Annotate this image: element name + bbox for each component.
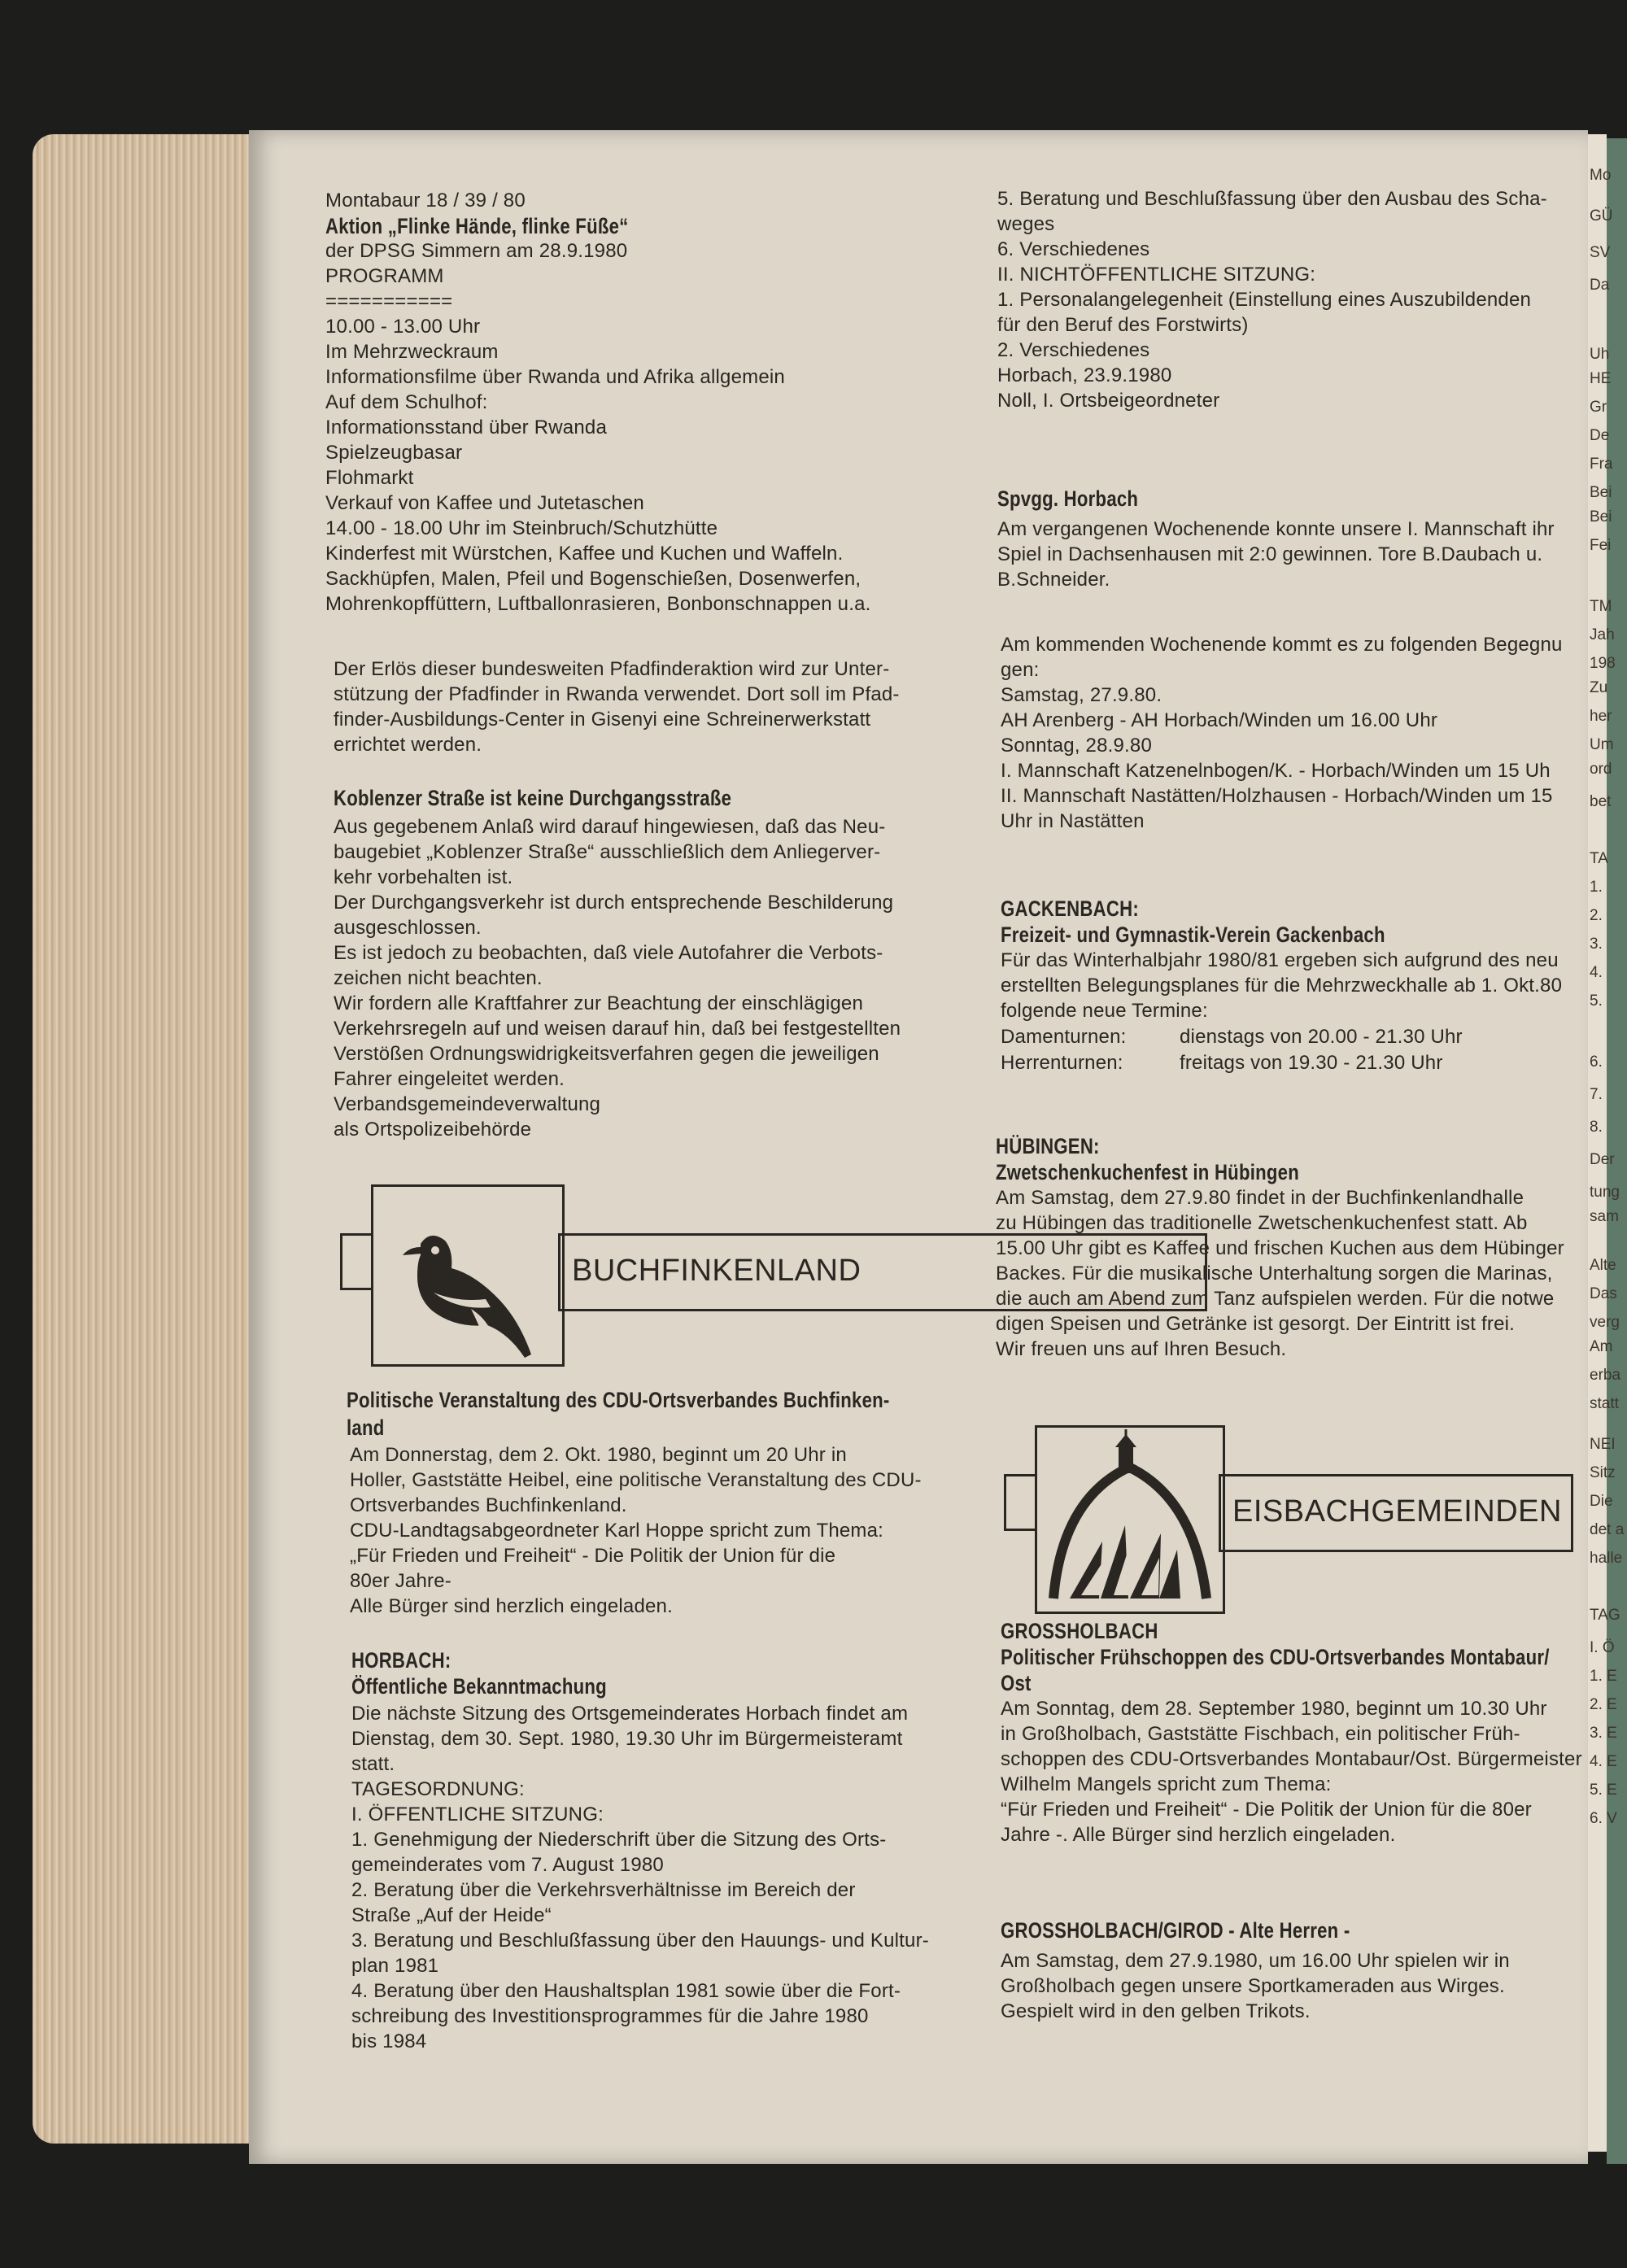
spvgg-line: Spiel in Dachsenhausen mit 2:0 gewinnen. Tore B.Daubach u. bbox=[997, 543, 1543, 565]
koblenzer-line: Verkehrsregeln auf und weisen darauf hin, daß bei festgestellten bbox=[334, 1018, 901, 1040]
program-line: Kinderfest mit Würstchen, Kaffee und Kuchen und Waffeln. bbox=[325, 543, 844, 565]
grossholbach-title: GROSSHOLBACH bbox=[1001, 1619, 1158, 1643]
next-page-fragment: Sitz bbox=[1590, 1464, 1616, 1481]
banner-title-box bbox=[558, 1233, 1207, 1311]
next-page-fragment: Alte bbox=[1590, 1257, 1616, 1274]
grossholbach-title: Ost bbox=[1001, 1671, 1032, 1695]
huebingen-line: Wir freuen uns auf Ihren Besuch. bbox=[996, 1338, 1287, 1360]
next-page-fragment: Am bbox=[1590, 1338, 1613, 1355]
program-line: Flohmarkt bbox=[325, 467, 414, 489]
huebingen-title: Zwetschenkuchenfest in Hübingen bbox=[996, 1160, 1299, 1184]
next-page-fragment: erba bbox=[1590, 1367, 1621, 1384]
program-line: Informationsstand über Rwanda bbox=[325, 417, 607, 438]
termin-who: Herrenturnen: bbox=[1001, 1052, 1123, 1074]
cdu-line: Ortsverbandes Buchfinkenland. bbox=[350, 1494, 627, 1516]
next-page-fragment: Mo bbox=[1590, 167, 1612, 184]
next-page-fragment: statt bbox=[1590, 1395, 1619, 1412]
grossholbach-line: schoppen des CDU-Ortsverbandes Montabaur/Ost. Bürgermeister bbox=[1001, 1748, 1582, 1770]
next-page-fragment: verg bbox=[1590, 1314, 1620, 1331]
bird-icon bbox=[373, 1187, 562, 1364]
next-page-fragment: 7. bbox=[1590, 1086, 1603, 1103]
next-page-fragment: I. Ö bbox=[1590, 1639, 1615, 1656]
horbach-line: TAGESORDNUNG: bbox=[351, 1778, 525, 1800]
next-page-fragment: her bbox=[1590, 708, 1612, 725]
book-page-edges bbox=[33, 134, 273, 2144]
huebingen-line: Am Samstag, dem 27.9.80 findet in der Buchfinkenlandhalle bbox=[996, 1187, 1524, 1209]
gackenbach-line: Für das Winterhalbjahr 1980/81 ergeben sich aufgrund des neu bbox=[1001, 949, 1559, 971]
grossholbach-line: “Für Frieden und Freiheit“ - Die Politik der Union für die 80er bbox=[1001, 1799, 1532, 1821]
cdu-line: Alle Bürger sind herzlich eingeladen. bbox=[350, 1595, 673, 1617]
koblenzer-line: Fahrer eingeleitet werden. bbox=[334, 1068, 565, 1090]
grossholbach-line: in Großholbach, Gaststätte Fischbach, ein politischer Früh- bbox=[1001, 1723, 1520, 1745]
cdu-line: Holler, Gaststätte Heibel, eine politische Veranstaltung des CDU- bbox=[350, 1469, 922, 1491]
koblenzer-line: zeichen nicht beachten. bbox=[334, 967, 543, 989]
next-page-fragment: De bbox=[1590, 427, 1610, 444]
cdu-line: Am Donnerstag, dem 2. Okt. 1980, beginnt um 20 Uhr in bbox=[350, 1444, 847, 1466]
girod-line: Gespielt wird in den gelben Trikots. bbox=[1001, 2000, 1311, 2022]
spvgg-title: Spvgg. Horbach bbox=[997, 486, 1139, 511]
program-line: Auf dem Schulhof: bbox=[325, 391, 488, 413]
girod-line: Großholbach gegen unsere Sportkameraden aus Wirges. bbox=[1001, 1975, 1505, 1997]
next-page-fragment: Zu bbox=[1590, 679, 1608, 696]
next-page-fragment: TA bbox=[1590, 850, 1608, 867]
next-page-fragment: TAG bbox=[1590, 1607, 1620, 1624]
horbach-line: Dienstag, dem 30. Sept. 1980, 19.30 Uhr im Bürgermeisteramt bbox=[351, 1728, 903, 1750]
koblenzer-line: baugebiet „Koblenzer Straße“ ausschließlich dem Anliegerver- bbox=[334, 841, 881, 863]
koblenzer-line: kehr vorbehalten ist. bbox=[334, 866, 513, 888]
gackenbach-title: GACKENBACH: bbox=[1001, 896, 1139, 921]
grossholbach-line: Wilhelm Mangels spricht zum Thema: bbox=[1001, 1773, 1332, 1795]
kommend-line: Samstag, 27.9.80. bbox=[1001, 684, 1162, 706]
agenda-line: 1. Personalangelegenheit (Einstellung eines Auszubildenden bbox=[997, 289, 1532, 311]
kommend-line: II. Mannschaft Nastätten/Holzhausen - Horbach/Winden um 15 bbox=[1001, 785, 1553, 807]
erloes-line: errichtet werden. bbox=[334, 734, 482, 756]
agenda-line: 6. Verschiedenes bbox=[997, 238, 1150, 260]
koblenzer-line: Wir fordern alle Kraftfahrer zur Beachtung der einschlägigen bbox=[334, 992, 863, 1014]
next-page-fragment: bet bbox=[1590, 793, 1612, 810]
next-page-fragment: 5. bbox=[1590, 992, 1603, 1010]
next-page-fragment: tung bbox=[1590, 1184, 1620, 1201]
koblenzer-line: als Ortspolizeibehörde bbox=[334, 1119, 532, 1141]
next-page-fragment: 4. bbox=[1590, 964, 1603, 981]
agenda-line: 5. Beratung und Beschlußfassung über den Ausbau des Scha- bbox=[997, 188, 1547, 210]
huebingen-line: zu Hübingen das traditionelle Zwetschenkuchenfest statt. Ab bbox=[996, 1212, 1528, 1234]
next-page-fragment: Gr bbox=[1590, 399, 1607, 416]
koblenzer-line: ausgeschlossen. bbox=[334, 917, 482, 939]
church-logo-box bbox=[1035, 1425, 1225, 1614]
spvgg-line: B.Schneider. bbox=[997, 569, 1110, 591]
huebingen-line: Backes. Für die musikalische Unterhaltung sorgen die Marinas, bbox=[996, 1263, 1553, 1284]
next-page-fragment: 2. E bbox=[1590, 1696, 1617, 1713]
erloes-line: stützung der Pfadfinder in Rwanda verwendet. Dort soll im Pfad- bbox=[334, 683, 900, 705]
next-page-fragment: Uh bbox=[1590, 346, 1610, 363]
horbach-line: plan 1981 bbox=[351, 1955, 439, 1977]
banner-title-box bbox=[1219, 1474, 1573, 1552]
koblenzer-title: Koblenzer Straße ist keine Durchgangsstraße bbox=[334, 786, 732, 810]
cdu-title: land bbox=[347, 1415, 385, 1440]
girod-line: Am Samstag, dem 27.9.1980, um 16.00 Uhr spielen wir in bbox=[1001, 1950, 1510, 1972]
horbach-line: bis 1984 bbox=[351, 2030, 427, 2052]
next-page-fragment: 2. bbox=[1590, 907, 1603, 924]
next-page-fragment: Bei bbox=[1590, 484, 1612, 501]
koblenzer-line: Verstößen Ordnungswidrigkeitsverfahren gegen die jeweiligen bbox=[334, 1043, 879, 1065]
next-page-fragment: 6. V bbox=[1590, 1810, 1617, 1827]
next-page-fragment: Um bbox=[1590, 736, 1614, 753]
horbach-line: Straße „Auf der Heide“ bbox=[351, 1904, 552, 1926]
kommend-line: I. Mannschaft Katzenelnbogen/K. - Horbach/Winden um 15 Uh bbox=[1001, 760, 1551, 782]
next-page-fragment: GÜ bbox=[1590, 207, 1613, 225]
next-page-fragment: Bei bbox=[1590, 508, 1612, 526]
program-line: der DPSG Simmern am 28.9.1980 bbox=[325, 240, 628, 262]
next-page-fragment: Der bbox=[1590, 1151, 1615, 1168]
agenda-line: weges bbox=[997, 213, 1055, 235]
next-page-fragment: Da bbox=[1590, 277, 1610, 294]
program-line: Montabaur 18 / 39 / 80 bbox=[325, 190, 526, 212]
program-line: 14.00 - 18.00 Uhr im Steinbruch/Schutzhütte bbox=[325, 517, 718, 539]
termin-when: dienstags von 20.00 - 21.30 Uhr bbox=[1180, 1026, 1463, 1048]
bird-logo-box bbox=[371, 1184, 565, 1367]
erloes-line: Der Erlös dieser bundesweiten Pfadfinderaktion wird zur Unter- bbox=[334, 658, 890, 680]
koblenzer-line: Aus gegebenem Anlaß wird darauf hingewiesen, daß das Neu- bbox=[334, 816, 886, 838]
next-page-fragment: 5. E bbox=[1590, 1782, 1617, 1799]
next-page-fragment: HE bbox=[1590, 370, 1612, 387]
agenda-line: 2. Verschiedenes bbox=[997, 339, 1150, 361]
grossholbach-line: Jahre -. Alle Bürger sind herzlich eingeladen. bbox=[1001, 1824, 1396, 1846]
next-page-fragment: 8. bbox=[1590, 1119, 1603, 1136]
gackenbach-line: erstellten Belegungsplanes für die Mehrzweckhalle ab 1. Okt.80 bbox=[1001, 975, 1563, 997]
termin-who: Damenturnen: bbox=[1001, 1026, 1127, 1048]
next-page-fragment: 198 bbox=[1590, 655, 1616, 672]
next-page-fragment: Die bbox=[1590, 1493, 1613, 1510]
grossholbach-line: Am Sonntag, dem 28. September 1980, beginnt um 10.30 Uhr bbox=[1001, 1698, 1547, 1720]
next-page-fragment: 6. bbox=[1590, 1053, 1603, 1071]
horbach-title: HORBACH: bbox=[351, 1648, 451, 1673]
kommend-line: Am kommenden Wochenende kommt es zu folgenden Begegnu bbox=[1001, 634, 1563, 656]
gackenbach-line: folgende neue Termine: bbox=[1001, 1000, 1208, 1022]
program-line: Im Mehrzweckraum bbox=[325, 341, 499, 363]
kommend-line: gen: bbox=[1001, 659, 1040, 681]
agenda-line: Horbach, 23.9.1980 bbox=[997, 364, 1172, 386]
cdu-line: „Für Frieden und Freiheit“ - Die Politik der Union für die bbox=[350, 1545, 836, 1567]
next-page-fragment: TM bbox=[1590, 598, 1612, 615]
banner-title: BUCHFINKENLAND bbox=[572, 1254, 861, 1288]
next-page-fragment: halle bbox=[1590, 1550, 1623, 1567]
agenda-line: II. NICHTÖFFENTLICHE SITZUNG: bbox=[997, 264, 1316, 286]
agenda-line: für den Beruf des Forstwirts) bbox=[997, 314, 1249, 336]
next-page-fragment: Fei bbox=[1590, 537, 1612, 554]
horbach-line: 1. Genehmigung der Niederschrift über die Sitzung des Orts- bbox=[351, 1829, 887, 1851]
next-page-fragment: Fra bbox=[1590, 456, 1613, 473]
next-page-fragment: NEI bbox=[1590, 1436, 1616, 1453]
next-page-fragment: 3. E bbox=[1590, 1725, 1617, 1742]
program-line: Sackhüpfen, Malen, Pfeil und Bogenschießen, Dosenwerfen, bbox=[325, 568, 861, 590]
cdu-line: 80er Jahre- bbox=[350, 1570, 451, 1592]
horbach-line: schreibung des Investitionsprogrammes für die Jahre 1980 bbox=[351, 2005, 869, 2027]
cdu-title: Politische Veranstaltung des CDU-Ortsverbandes Buchfinken- bbox=[347, 1388, 890, 1412]
kommend-line: Uhr in Nastätten bbox=[1001, 810, 1145, 832]
horbach-line: 4. Beratung über den Haushaltsplan 1981 sowie über die Fort- bbox=[351, 1980, 901, 2002]
program-line: 10.00 - 13.00 Uhr bbox=[325, 316, 481, 338]
program-line: Aktion „Flinke Hände, flinke Füße“ bbox=[325, 214, 629, 238]
koblenzer-line: Es ist jedoch zu beobachten, daß viele Autofahrer die Verbots- bbox=[334, 942, 883, 964]
koblenzer-line: Verbandsgemeindeverwaltung bbox=[334, 1093, 601, 1115]
spvgg-line: Am vergangenen Wochenende konnte unsere I. Mannschaft ihr bbox=[997, 518, 1555, 540]
next-page-fragment: 4. E bbox=[1590, 1753, 1617, 1770]
program-line: Spielzeugbasar bbox=[325, 442, 463, 464]
girod-title: GROSSHOLBACH/GIROD - Alte Herren - bbox=[1001, 1918, 1350, 1943]
program-line: Mohrenkopffüttern, Luftballonrasieren, Bonbonschnappen u.a. bbox=[325, 593, 871, 615]
next-page-fragment: ord bbox=[1590, 761, 1612, 778]
church-hill-icon bbox=[1037, 1428, 1223, 1612]
next-page-fragment: 1. E bbox=[1590, 1668, 1617, 1685]
huebingen-title: HÜBINGEN: bbox=[996, 1134, 1100, 1158]
kommend-line: Sonntag, 28.9.80 bbox=[1001, 735, 1153, 757]
program-line: Informationsfilme über Rwanda und Afrika allgemein bbox=[325, 366, 785, 388]
banner-title: EISBACHGEMEINDEN bbox=[1232, 1494, 1562, 1529]
next-page-fragment: SV bbox=[1590, 244, 1611, 261]
horbach-line: 3. Beratung und Beschlußfassung über den Hauungs- und Kultur- bbox=[351, 1930, 929, 1952]
next-page-edge bbox=[1588, 134, 1625, 2152]
termin-when: freitags von 19.30 - 21.30 Uhr bbox=[1180, 1052, 1443, 1074]
next-page-fragment: 1. bbox=[1590, 879, 1603, 896]
agenda-line: Noll, I. Ortsbeigeordneter bbox=[997, 390, 1220, 412]
horbach-line: gemeinderates vom 7. August 1980 bbox=[351, 1854, 664, 1876]
program-line: PROGRAMM bbox=[325, 265, 444, 287]
horbach-line: statt. bbox=[351, 1753, 395, 1775]
horbach-title: Öffentliche Bekanntmachung bbox=[351, 1674, 607, 1699]
next-page-fragment: Das bbox=[1590, 1285, 1617, 1302]
huebingen-line: 15.00 Uhr gibt es Kaffee und frischen Kuchen aus dem Hübinger bbox=[996, 1237, 1564, 1259]
newspaper-page bbox=[249, 130, 1588, 2164]
gackenbach-title: Freizeit- und Gymnastik-Verein Gackenbach bbox=[1001, 922, 1385, 947]
horbach-line: Die nächste Sitzung des Ortsgemeinderates Horbach findet am bbox=[351, 1703, 909, 1725]
program-line: Verkauf von Kaffee und Jutetaschen bbox=[325, 492, 644, 514]
next-page-fragment: 3. bbox=[1590, 936, 1603, 953]
kommend-line: AH Arenberg - AH Horbach/Winden um 16.00 Uhr bbox=[1001, 709, 1438, 731]
cdu-line: CDU-Landtagsabgeordneter Karl Hoppe spricht zum Thema: bbox=[350, 1520, 884, 1542]
next-page-fragment: sam bbox=[1590, 1208, 1619, 1225]
horbach-line: 2. Beratung über die Verkehrsverhältnisse im Bereich der bbox=[351, 1879, 856, 1901]
huebingen-line: digen Speisen und Getränke ist gesorgt. Der Eintritt ist frei. bbox=[996, 1313, 1516, 1335]
program-line: =========== bbox=[325, 290, 453, 312]
koblenzer-line: Der Durchgangsverkehr ist durch entsprechende Beschilderung bbox=[334, 892, 894, 914]
huebingen-line: die auch am Abend zum Tanz aufspielen werden. Für die notwe bbox=[996, 1288, 1555, 1310]
next-page-fragment: det a bbox=[1590, 1521, 1625, 1538]
erloes-line: finder-Ausbildungs-Center in Gisenyi eine Schreinerwerkstatt bbox=[334, 709, 871, 731]
horbach-line: I. ÖFFENTLICHE SITZUNG: bbox=[351, 1803, 604, 1825]
next-page-fragment: Jah bbox=[1590, 626, 1615, 643]
grossholbach-title: Politischer Frühschoppen des CDU-Ortsverbandes Montabaur/ bbox=[1001, 1645, 1550, 1669]
